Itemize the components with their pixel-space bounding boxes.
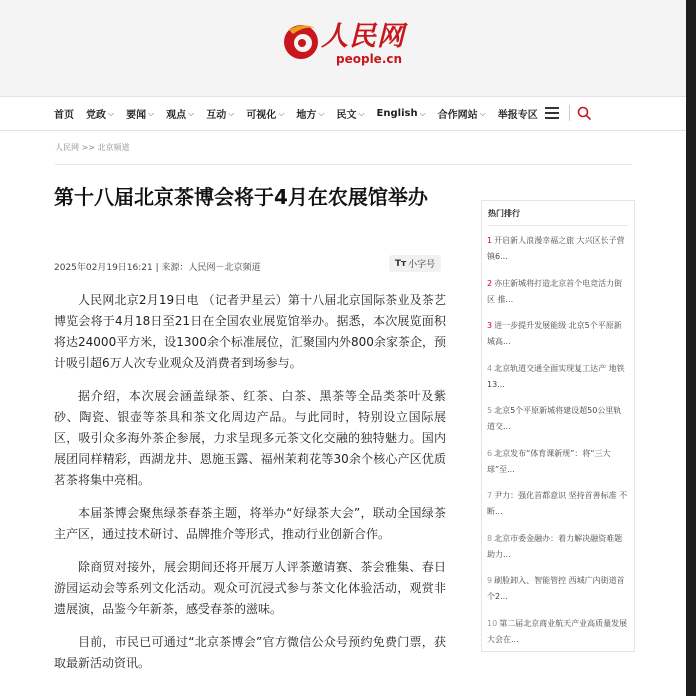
nav-item-4[interactable] (206, 106, 234, 121)
article-title: 第十八届北京茶博会将于4月在农展馆举办 (54, 185, 428, 209)
hot-ranking-item[interactable] (487, 361, 629, 404)
site-header (0, 0, 686, 96)
hot-ranking-item[interactable] (487, 531, 629, 574)
nav-item-10[interactable] (498, 106, 538, 121)
hot-ranking-text: 北京发布“体育课新规”：将“三大球”至... (487, 448, 611, 474)
chevron-down-icon: ⌵ (108, 108, 115, 118)
nav-item-label: 要闻 (126, 110, 147, 121)
nav-item-5[interactable] (246, 106, 284, 121)
article-paragraph: 目前，市民已可通过“北京茶博会”官方微信公众号预约免费门票，获取最新活动资讯。 (54, 635, 446, 670)
hot-ranking-divider (488, 225, 628, 226)
nav-item-label: 观点 (166, 110, 187, 121)
chevron-down-icon: ⌵ (479, 108, 486, 118)
hot-ranking-title: 热门排行 (488, 209, 520, 218)
hot-ranking-text: 进一步提升发展能级 北京5个平原新城高... (487, 321, 622, 346)
hot-ranking-text: 尹力：强化首都意识 坚持首善标准 不断... (487, 491, 628, 516)
hot-ranking-number: 9 (487, 576, 493, 585)
hot-ranking-item[interactable] (487, 616, 629, 659)
hot-ranking-item[interactable] (487, 573, 629, 616)
chevron-down-icon: ⌵ (419, 108, 426, 118)
article-paragraph: 除商贸对接外，展会期间还将开展万人评茶邀请赛、茶会雅集、春日游园运动会等系列文化活动。观众可沉浸式参与茶文化体验活动，观赏非遗展演，品鉴今年新茶，感受春茶的滋味。 (54, 560, 446, 616)
hot-ranking-panel (481, 200, 635, 652)
article-body (54, 290, 446, 686)
hot-ranking-number: 3 (487, 321, 493, 330)
hot-ranking-item[interactable] (487, 446, 629, 489)
nav-item-label: 民文 (336, 110, 357, 121)
hot-ranking-number: 10 (487, 618, 498, 628)
window-edge (686, 0, 696, 696)
chevron-down-icon: ⌵ (228, 108, 235, 118)
nav-item-8[interactable] (377, 108, 426, 119)
nav-item-label: 合作网站 (437, 110, 478, 121)
nav-item-label: 举报专区 (497, 110, 538, 121)
hot-ranking-item[interactable] (487, 488, 629, 531)
hot-ranking-text: 亦庄新城将打造北京首个电竞活力街区 推... (487, 278, 623, 304)
hot-ranking-item[interactable] (487, 233, 629, 276)
main-nav (0, 96, 686, 131)
nav-item-0[interactable] (54, 106, 74, 121)
nav-item-7[interactable] (336, 106, 364, 121)
hot-ranking-item[interactable] (487, 276, 629, 319)
article-paragraph: 本届茶博会聚焦绿茶春茶主题，将举办“好绿茶大会”，联动全国绿茶主产区，通过技术研讨、品牌推介等形式，推动行业创新合作。 (54, 506, 446, 541)
font-size-icon: Tт (394, 258, 407, 269)
hot-ranking-item[interactable] (487, 318, 629, 361)
nav-item-label: 首页 (54, 110, 74, 121)
font-size-label: 小字号 (408, 260, 436, 270)
nav-item-2[interactable] (126, 106, 154, 121)
nav-item-6[interactable] (296, 106, 324, 121)
nav-list (54, 97, 550, 130)
hot-ranking-text: 第二届北京商业航天产业高质量发展大会在... (487, 618, 628, 644)
nav-item-1[interactable] (86, 106, 114, 121)
nav-item-label: 可视化 (246, 110, 277, 121)
logo-english-text: people.cn (336, 52, 403, 66)
article-meta: 2025年02月19日16:21 | 来源：人民网－北京频道 (54, 263, 261, 273)
nav-item-3[interactable] (166, 106, 194, 121)
hot-ranking-number: 4 (487, 363, 493, 373)
chevron-down-icon: ⌵ (318, 108, 325, 118)
hot-ranking-number: 2 (487, 278, 493, 288)
chevron-down-icon: ⌵ (188, 108, 195, 118)
hot-ranking-number: 7 (487, 491, 493, 500)
hot-ranking-text: 北京市委金融办：着力解决融资难题 助力... (487, 533, 623, 559)
hot-ranking-number: 8 (487, 533, 493, 543)
hot-ranking-number: 5 (487, 406, 493, 415)
breadcrumb[interactable]: 人民网 >> 北京频道 (55, 143, 130, 152)
hot-ranking-text: 刷脸卸入、智能管控 西城广内街道首个2... (487, 576, 625, 601)
nav-item-label: 互动 (206, 110, 227, 121)
nav-item-label: 地方 (296, 110, 317, 121)
hot-ranking-item[interactable] (487, 403, 629, 446)
people-logo[interactable] (281, 20, 411, 70)
nav-item-label: 党政 (86, 110, 106, 121)
article-paragraph: 据介绍，本次展会涵盖绿茶、红茶、白茶、黑茶等全品类茶叶及紫砂、陶瓷、银壶等茶具和茶文化周边产品。与此同时，特别设立国际展区，吸引众多海外茶企参展，力求呈现多元茶文化交融的独特魅力。国内展团同样精彩，西湖龙井、恩施玉露、福州茉莉花等30余个核心产区优质茗茶将集中亮相。 (54, 389, 446, 487)
nav-divider (569, 105, 570, 121)
nav-item-label: English (376, 108, 418, 119)
chevron-down-icon: ⌵ (358, 108, 365, 118)
hot-ranking-number: 6 (487, 448, 493, 458)
logo-mark-icon (281, 20, 321, 62)
breadcrumb-divider (55, 164, 632, 165)
nav-item-9[interactable] (438, 106, 486, 121)
article-paragraph: 人民网北京2月19日电 （记者尹星云）第十八届北京国际茶业及茶艺博览会将于4月18日至21日在全国农业展览馆举办。据悉，本次展览面积将达24000平方米，设1300余个标准展位，汇聚国内外800余家茶企，预计吸引超6万人次专业观众及消费者到场参与。 (54, 293, 446, 370)
hot-ranking-number: 1 (487, 236, 493, 245)
hot-ranking-text: 北京轨道交通全面实现复工达产 地铁13... (487, 363, 625, 389)
hot-ranking-list (487, 233, 629, 658)
hot-ranking-text: 北京5个平原新城将建设超50公里轨道交... (487, 406, 622, 431)
logo-chinese-text: 人民网 (321, 21, 405, 52)
chevron-down-icon: ⌵ (278, 108, 285, 118)
menu-icon[interactable] (545, 105, 559, 121)
chevron-down-icon: ⌵ (148, 108, 155, 118)
font-size-button[interactable] (389, 255, 441, 272)
search-icon[interactable] (577, 106, 591, 120)
hot-ranking-text: 开启新人浪漫幸福之旅 大兴区长子营镇6... (487, 236, 625, 261)
